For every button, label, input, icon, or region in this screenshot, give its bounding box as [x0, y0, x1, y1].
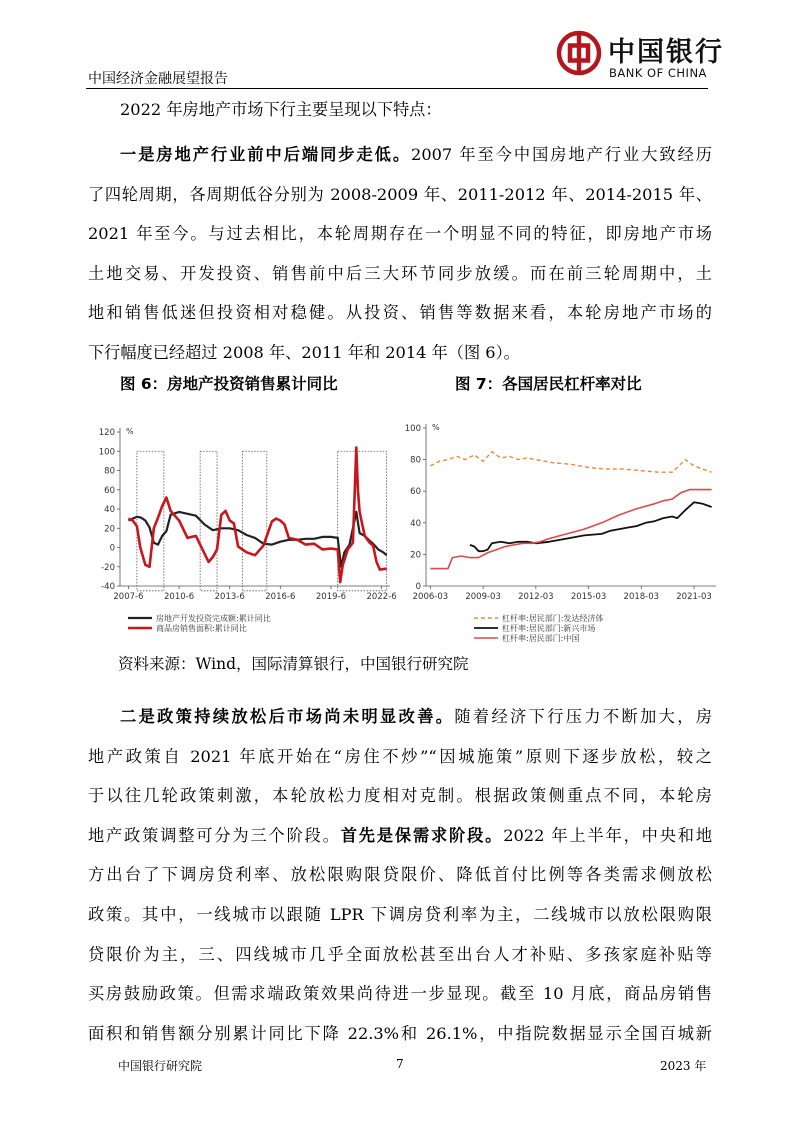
- bank-emblem-icon: [556, 30, 602, 76]
- y-tick-label: 80: [104, 466, 115, 477]
- source-note: 资料来源：Wind，国际清算银行，中国银行研究院: [118, 655, 469, 673]
- page-number: 7: [396, 1057, 404, 1071]
- paragraph-line: 贷限价为主，三、四线城市几乎全面放松甚至出台人才补贴、多孩家庭补贴等: [88, 944, 712, 964]
- legend-label: 杠杆率:居民部门:新兴市场: [502, 624, 596, 633]
- y-tick-label: 100: [404, 424, 421, 434]
- paragraph-line: [88, 816, 712, 856]
- paragraph-line: 于以往几轮政策刺激，本轮放松力度相对克制。根据政策侧重点不同，本轮房: [88, 786, 712, 806]
- shaded-period-box: [137, 451, 164, 591]
- paragraph-line: 地和销售低迷但投资相对稳健。从投资、销售等数据来看，本轮房地产市场的: [88, 303, 712, 323]
- paragraph-line: 政策。其中，一线城市以跟随 LPR 下调房贷利率为主，二线城市以放松限购限: [88, 904, 712, 924]
- paragraph-line: 方出台了下调房贷利率、放松限购限贷限价、降低首付比例等各类需求侧放松: [88, 865, 712, 885]
- x-tick-label: 2009-03: [465, 592, 501, 602]
- x-tick-label: 2022-6: [366, 592, 397, 602]
- x-tick-label: 2007-6: [113, 592, 144, 602]
- x-tick-label: 2012-03: [518, 592, 554, 602]
- paragraph-lead: 一是房地产行业前中后端同步走低。: [120, 145, 412, 164]
- y-tick-label: 100: [98, 447, 115, 458]
- paragraph-line: 买房鼓励政策。但需求端政策效果尚待进一步显现。截至 10 月底，商品房销售: [88, 984, 712, 1004]
- y-tick-label: 60: [104, 485, 115, 496]
- x-tick-label: 2018-03: [623, 592, 660, 602]
- paragraph-1: [88, 135, 712, 373]
- paragraph-line: 面积和销售额分别累计同比下降 22.3%和 26.1%，中指院数据显示全国百城新: [88, 1023, 712, 1043]
- x-tick-label: 2013-6: [214, 592, 245, 602]
- footer-org: 中国银行研究院: [118, 1059, 203, 1073]
- y-tick-label: 20: [410, 550, 421, 561]
- paragraph-emphasis: 首先是保需求阶段。: [340, 825, 504, 845]
- y-tick-label: -20: [101, 562, 115, 573]
- paragraph-line: [88, 135, 712, 175]
- legend-label: 商品房销售面积:累计同比: [156, 624, 247, 633]
- paragraph-line: 下行幅度已经超过 2008 年、2011 年和 2014 年（图 6）。: [88, 342, 520, 362]
- series-line: [430, 452, 711, 473]
- legend-label: 杠杆率:居民部门:发达经济体: [502, 614, 604, 623]
- legend-label: 杠杆率:居民部门:中国: [502, 634, 580, 643]
- figure-6-title: 图 6：房地产投资销售累计同比: [120, 375, 338, 393]
- bank-logo: [556, 28, 724, 84]
- paragraph-text: 2022 年上半年，中央和地: [503, 825, 713, 845]
- report-title: 中国经济金融展望报告: [88, 71, 228, 87]
- paragraph-text: 地产政策调整可分为三个阶段。: [88, 825, 341, 845]
- y-tick-label: 40: [410, 518, 421, 529]
- x-tick-label: 2010-6: [164, 592, 195, 602]
- shaded-period-box: [200, 451, 217, 591]
- paragraph-line: 土地交易、开发投资、销售前中后三大环节同步放缓。而在前三轮周期中，土: [88, 263, 712, 283]
- legend-label: 房地产开发投资完成额:累计同比: [156, 614, 271, 623]
- y-tick-label: 120: [98, 428, 115, 438]
- intro-paragraph: [88, 90, 712, 130]
- paragraph-text: 2007 年至今中国房地产行业大致经历: [411, 145, 712, 164]
- paragraph-line: 2021 年至今。与过去相比，本轮周期存在一个明显不同的特征，即房地产市场: [88, 224, 712, 244]
- logo-english-name: BANK OF CHINA: [609, 66, 707, 80]
- paragraph-line: [88, 697, 712, 737]
- paragraph-2: [88, 697, 712, 1053]
- y-tick-label: 60: [410, 487, 421, 498]
- y-unit-label: %: [432, 423, 440, 432]
- x-tick-label: 2021-03: [676, 592, 712, 602]
- series-line: [430, 490, 711, 569]
- y-tick-label: 80: [410, 455, 421, 466]
- y-tick-label: 40: [104, 505, 115, 515]
- paragraph-line: 了四轮周期，各周期低谷分别为 2008-2009 年、2011-2012 年、2014-2015 年、: [88, 184, 712, 204]
- header-divider: [86, 88, 708, 89]
- y-tick-label: 20: [104, 524, 115, 535]
- y-tick-label: 0: [109, 543, 115, 554]
- intro-text: 2022 年房地产市场下行主要呈现以下特点：: [120, 100, 442, 119]
- x-tick-label: 2015-03: [570, 592, 607, 602]
- x-tick-label: 2016-6: [265, 592, 296, 602]
- paragraph-text: 随着经济下行压力不断加大，房: [454, 707, 713, 726]
- shaded-period-box: [242, 451, 266, 591]
- y-tick-label: 0: [415, 582, 421, 592]
- figure-6-chart: [86, 418, 404, 646]
- paragraph-lead: 二是政策持续放松后市场尚未明显改善。: [120, 707, 455, 726]
- y-tick-label: -40: [101, 582, 115, 592]
- x-tick-label: 2019-6: [315, 592, 346, 602]
- series-line: [128, 447, 386, 582]
- figure-7-title: 图 7：各国居民杠杆率对比: [455, 375, 642, 393]
- x-tick-label: 2006-03: [412, 592, 449, 602]
- footer-year: 2023 年: [660, 1059, 707, 1073]
- paragraph-line: 地产政策自 2021 年底开始在“房住不炒”“因城施策”原则下逐步放松，较之: [88, 746, 712, 766]
- figure-7-chart: [404, 418, 722, 646]
- y-unit-label: %: [126, 427, 134, 436]
- series-line: [128, 512, 386, 567]
- logo-chinese-name: 中国银行: [608, 37, 724, 68]
